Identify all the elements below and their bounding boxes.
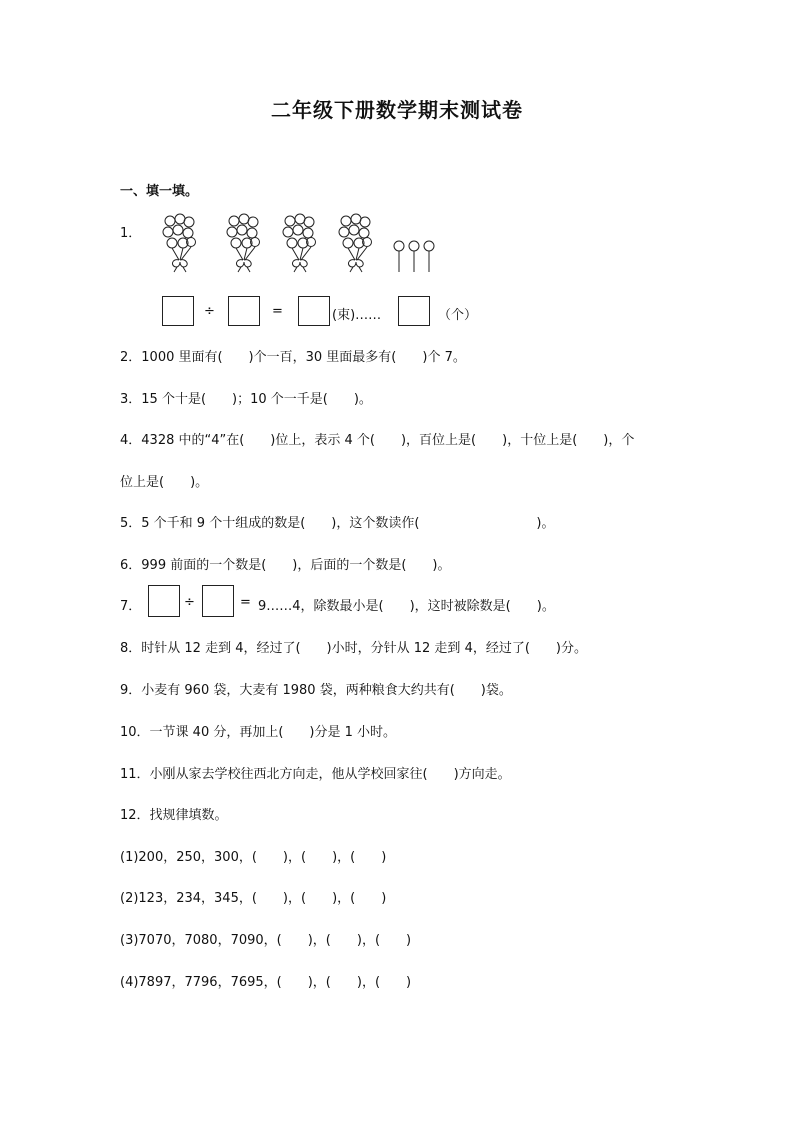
question-9: 9．小麦有 960 袋，大麦有 1980 袋，两种粮食大约共有( )袋。 bbox=[120, 683, 512, 698]
question-4-line-1: 4．4328 中的“4”在( )位上，表示 4 个( )，百位上是( )，十位上是( )，个 bbox=[120, 433, 635, 448]
question-1-equation bbox=[162, 296, 502, 328]
question-2: 2．1000 里面有( )个一百，30 里面最多有( )个 7。 bbox=[120, 350, 466, 365]
question-8: 8．时针从 12 走到 4，经过了( )小时，分针从 12 走到 4，经过了( )分。 bbox=[120, 641, 587, 656]
answer-box[interactable] bbox=[398, 296, 430, 326]
answer-box[interactable] bbox=[202, 585, 234, 617]
answer-box[interactable] bbox=[228, 296, 260, 326]
answer-box[interactable] bbox=[148, 585, 180, 617]
question-11: 11．小刚从家去学校往西北方向走，他从学校回家往( )方向走。 bbox=[120, 767, 511, 782]
question-10: 10．一节课 40 分，再加上( )分是 1 小时。 bbox=[120, 725, 397, 740]
unit-pieces: （个） bbox=[438, 308, 478, 323]
equals-sign: = bbox=[272, 304, 283, 319]
question-12: 12．找规律填数。 bbox=[120, 808, 228, 823]
equals-sign: = bbox=[240, 595, 251, 610]
question-7-number: 7． bbox=[120, 599, 142, 614]
pattern-item-1: (1)200，250，300，( )，( )，( ) bbox=[120, 850, 387, 865]
balloon-bunch-icon bbox=[280, 212, 320, 274]
balloon-bunch-icon bbox=[336, 212, 376, 274]
single-balloons-icon bbox=[392, 238, 438, 274]
balloon-bunch-icon bbox=[160, 212, 200, 274]
divide-sign: ÷ bbox=[184, 595, 195, 610]
answer-box[interactable] bbox=[298, 296, 330, 326]
divide-sign: ÷ bbox=[204, 304, 215, 319]
pattern-item-3: (3)7070，7080，7090，( )，( )，( ) bbox=[120, 933, 412, 948]
question-4-line-2: 位上是( )。 bbox=[120, 475, 209, 490]
question-1-number: 1． bbox=[120, 226, 142, 241]
section-heading: 一、填一填。 bbox=[120, 184, 199, 199]
unit-bunches: (束)…… bbox=[332, 308, 382, 323]
answer-box[interactable] bbox=[162, 296, 194, 326]
question-6: 6．999 前面的一个数是( )，后面的一个数是( )。 bbox=[120, 558, 451, 573]
page-title: 二年级下册数学期末测试卷 bbox=[271, 98, 523, 122]
question-7 bbox=[120, 585, 620, 619]
pattern-item-4: (4)7897，7796，7695，( )，( )，( ) bbox=[120, 975, 412, 990]
balloon-bunch-icon bbox=[224, 212, 264, 274]
question-7-text: 9……4，除数最小是( )，这时被除数是( )。 bbox=[258, 599, 555, 614]
question-3: 3．15 个十是( )；10 个一千是( )。 bbox=[120, 392, 372, 407]
pattern-item-2: (2)123，234，345，( )，( )，( ) bbox=[120, 891, 387, 906]
question-5: 5．5 个千和 9 个十组成的数是( )，这个数读作( )。 bbox=[120, 516, 555, 531]
